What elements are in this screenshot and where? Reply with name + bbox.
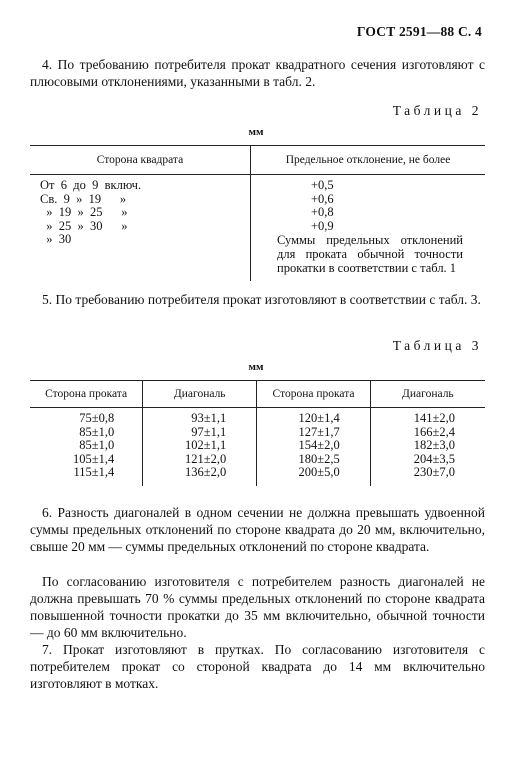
table-3-col1-cell	[30, 408, 143, 487]
paragraph-6	[30, 504, 485, 555]
table-3-header-row	[30, 381, 485, 408]
table-cell: 166±2,4	[413, 424, 455, 439]
table-cell: 154±2,0	[298, 438, 340, 452]
table-2-caption: Таблица 2	[392, 103, 482, 118]
table-cell: 230±7,0	[413, 465, 455, 479]
paragraph-5-text: 5. По требованию потребителя прокат изготовляют в соответствии с табл. 3.	[42, 292, 481, 307]
table-2-unit: мм	[248, 126, 264, 138]
deviation-note: Суммы предельных отклонений для проката обычной точности прокатки в соответствии с табл. 1	[277, 233, 463, 275]
deviation-value: +0,9	[311, 218, 334, 233]
table-cell: 115±1,4	[73, 465, 115, 479]
table-3-col3-cell	[257, 408, 370, 487]
table-3-body-row	[30, 408, 485, 487]
paragraph-4	[30, 56, 485, 90]
side-range: Св. 9 » 19 »	[40, 191, 127, 206]
table-3-col2-cell	[143, 408, 257, 487]
table-cell: 141±2,0	[413, 411, 455, 425]
table-cell: 93±1,1	[191, 411, 227, 425]
table-2-side-cell	[30, 175, 251, 282]
deviation-value: +0,5	[311, 178, 334, 192]
paragraph-7	[30, 641, 485, 692]
table-cell: 121±2,0	[185, 451, 227, 466]
table-cell: 180±2,5	[298, 451, 340, 466]
paragraph-6-text: 6. Разность диагоналей в одном сечении не должна превышать удвоенной суммы предельных отклонений по стороне квадрата до 20 мм, включительно, свыше 20 мм — суммы предельных отклонений по стороне квадрата.	[30, 505, 485, 554]
table-cell: 85±1,0	[79, 438, 115, 452]
side-range: От 6 до 9 включ.	[40, 178, 142, 192]
paragraph-6b	[30, 573, 485, 641]
table-3	[30, 380, 485, 486]
table-3-header-diag-1: Диагональ	[143, 381, 257, 408]
table-2-deviation-cell	[251, 175, 486, 282]
table-3-caption: Таблица 3	[392, 338, 482, 353]
table-cell: 120±1,4	[298, 411, 340, 425]
table-2-body-row	[30, 175, 485, 282]
deviation-value: +0,8	[311, 205, 334, 219]
table-cell: 127±1,7	[298, 424, 340, 439]
paragraph-5	[30, 291, 485, 308]
table-cell: 102±1,1	[185, 438, 227, 452]
table-3-header-side-1: Сторона проката	[30, 381, 143, 408]
table-cell: 204±3,5	[413, 451, 455, 466]
side-range: » 30	[40, 232, 72, 246]
deviation-value: +0,6	[311, 191, 334, 206]
table-3-header-side-2: Сторона проката	[257, 381, 370, 408]
table-2-col1-header: Сторона квадрата	[30, 146, 251, 175]
table-3-col4-cell	[370, 408, 485, 487]
side-range: » 19 » 25 »	[40, 205, 128, 219]
table-3-unit: мм	[248, 361, 264, 373]
table-2	[30, 145, 485, 281]
table-cell: 182±3,0	[413, 438, 455, 452]
paragraph-6b-text: По согласованию изготовителя с потребителем разность диагоналей не должна превышать 70 % суммы предельных отклонений по стороне квадрата повышенной точности прокатки до 35 мм включительно, обычной точности — до 60 мм включительно.	[30, 574, 485, 640]
table-cell: 75±0,8	[79, 411, 115, 425]
table-cell: 200±5,0	[298, 465, 340, 479]
table-cell: 85±1,0	[79, 424, 115, 439]
table-2-col2-header: Предельное отклонение, не более	[251, 146, 486, 175]
table-cell: 97±1,1	[191, 424, 227, 439]
table-3-header-diag-2: Диагональ	[370, 381, 485, 408]
table-cell: 105±1,4	[72, 451, 115, 466]
table-cell: 136±2,0	[185, 465, 227, 479]
paragraph-7-text: 7. Прокат изготовляют в прутках. По согласованию изготовителя с потребителем прокат со стороной квадрата до 14 мм включительно изготовляют в мотках.	[30, 642, 485, 691]
paragraph-4-text: 4. По требованию потребителя прокат квадратного сечения изготовляют с плюсовыми отклонениями, указанными в табл. 2.	[30, 57, 485, 89]
side-range: » 25 » 30 »	[40, 218, 128, 233]
table-2-header-row	[30, 146, 485, 175]
page-header: ГОСТ 2591—88 С. 4	[356, 24, 482, 39]
